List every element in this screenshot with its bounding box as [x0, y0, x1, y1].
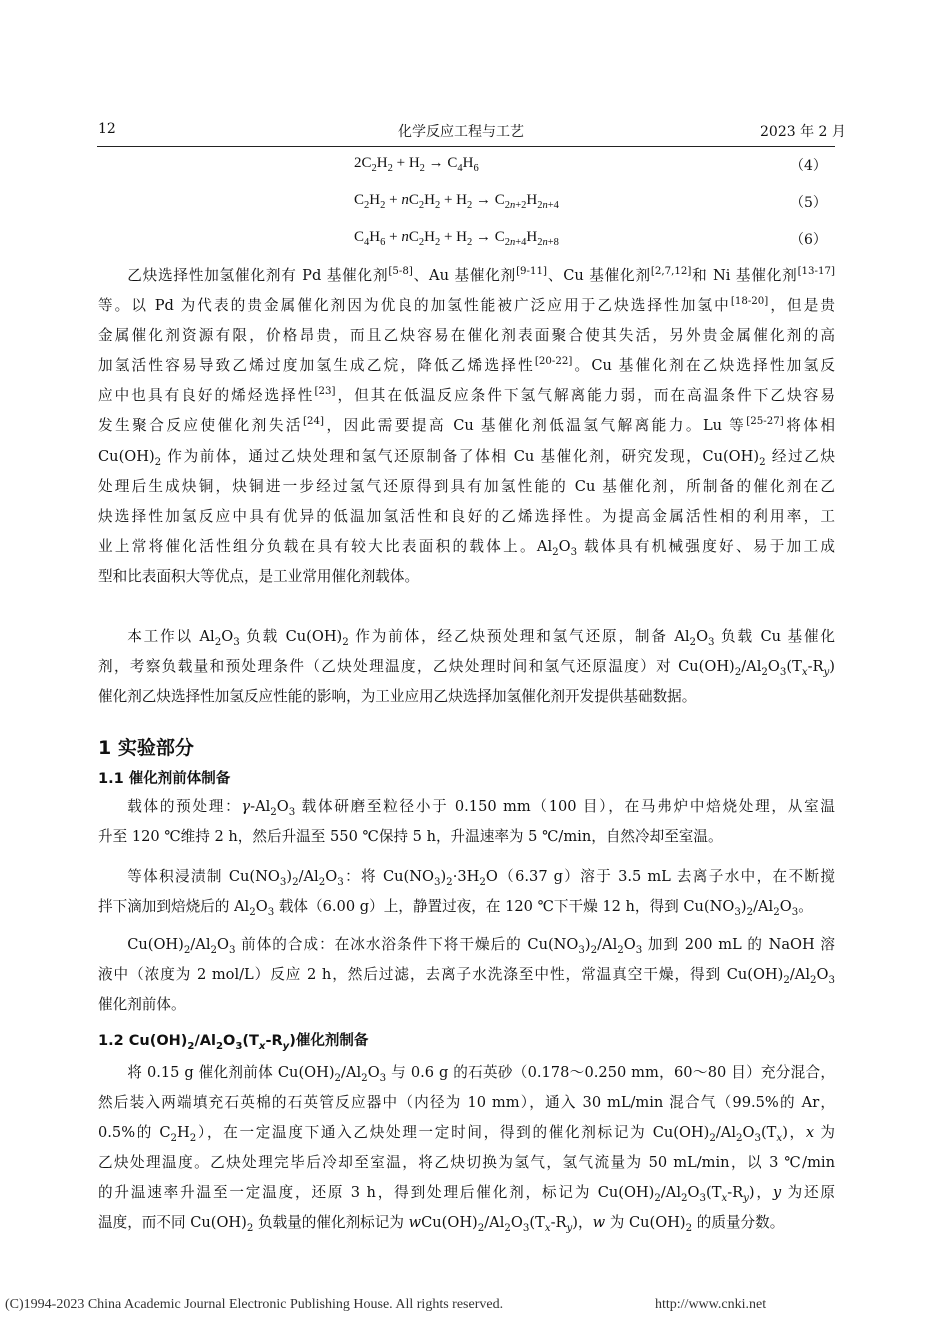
text-line: $Cu(OH)_2$ 作为前体，通过乙炔处理和氢气还原制备了体相 Cu 基催化剂，研究发现，$Cu(OH)_2$ 经过乙炔 — [98, 447, 835, 468]
journal-title: 化学反应工程与工艺 — [398, 124, 524, 140]
equation-number-6: （6） — [790, 232, 827, 248]
text-line: 加氢活性容易导致乙烯过度加氢生成乙烷，降低乙烯选择性[20-22]。Cu 基催化剂在乙炔选择性加氢反 — [98, 356, 835, 375]
text-line: 炔选择性加氢反应中具有优异的低温加氢活性和良好的乙烯选择性。为提高金属活性相的利用率，工 — [98, 507, 835, 525]
equation-number-4: （4） — [790, 158, 827, 174]
equation-number-5: （5） — [790, 195, 827, 211]
header-rule — [97, 146, 835, 147]
paragraph-work-scope — [98, 622, 835, 712]
text-line: 温度，而不同 $Cu(OH)_2$ 负载量的催化剂标记为 $wCu(OH)_2/Al_2O_3(T_x-R_y)$，w 为 $Cu(OH)_2$ 的质量分数。 — [98, 1214, 785, 1235]
text-line: 乙炔处理温度。乙炔处理完毕后冷却至室温，将乙炔切换为氢气，氢气流量为 50 mL/min，以 3 ℃/min — [98, 1154, 835, 1172]
text-line: 本工作以 $Al_2O_3$ 负载 $Cu(OH)_2$ 作为前体，经乙炔预处理和氢气还原，制备 $Al_2O_3$ 负载 Cu 基催化 — [127, 628, 835, 648]
subsection-heading-1-2: 1.2 $Cu(OH)_2/Al_2O_3(T_x-R_y)$催化剂制备 — [98, 1033, 369, 1052]
text-line: 将 0.15 g 催化剂前体 $Cu(OH)_2/Al_2O_3$ 与 0.6 g 的石英砂（0.178～0.250 mm，60～80 目）充分混合， — [127, 1064, 835, 1084]
text-line: 型和比表面积大等优点，是工业常用催化剂载体。 — [98, 567, 420, 585]
text-line: 载体的预处理：$\gamma-Al_2O_3$ 载体研磨至粒径小于 0.150 mm（100 目），在马弗炉中焙烧处理，从室温 — [127, 798, 835, 818]
text-line: 升至 120 ℃维持 2 h，然后升温至 550 ℃保持 5 h，升温速率为 5 ℃/min，自然冷却至室温。 — [98, 828, 723, 846]
subsection-heading-1-1: 1.1 催化剂前体制备 — [98, 771, 231, 787]
text-line: 的升温速率升温至一定温度，还原 3 h，得到处理后催化剂，标记为 $Cu(OH)_2/Al_2O_3(T_x-R_y)$，y 为还原 — [98, 1184, 836, 1205]
copyright-notice: (C)1994-2023 China Academic Journal Electronic Publishing House. All rights reserved. — [5, 1297, 504, 1312]
issue-date: 2023 年 2 月 — [760, 124, 846, 140]
text-line: 催化剂前体。 — [98, 996, 186, 1014]
text-line: 处理后生成炔铜，炔铜进一步经过氢气还原得到具有加氢性能的 Cu 基催化剂，所制备的催化剂在乙 — [98, 477, 835, 495]
paragraph-catalyst-preparation — [98, 1058, 835, 1239]
text-line: 0.5%的 $C_2H_2$），在一定温度下通入乙炔处理一定时间，得到的催化剂标记为 $Cu(OH)_2/Al_2O_3(T_x)$，x 为 — [98, 1124, 835, 1145]
equation-5: $C_2H_2 + nC_2H_2 + H_2 \to C_{2n+2}H_{2n+4}$ — [354, 192, 559, 211]
text-line: 金属催化剂资源有限，价格昂贵，而且乙炔容易在催化剂表面聚合使其失活，另外贵金属催化剂的高 — [98, 327, 835, 345]
text-line: 发生聚合反应使催化剂失活[24]，因此需要提高 Cu 基催化剂低温氢气解离能力。Lu 等[25-27]将体相 — [98, 416, 835, 435]
text-line: 液中（浓度为 2 mol/L）反应 2 h，然后过滤，去离子水洗涤至中性，常温真空干燥，得到 $Cu(OH)_2/Al_2O_3$ — [98, 966, 835, 986]
paragraph-precursor-synthesis — [98, 930, 835, 1020]
text-line: 等体积浸渍制 $Cu(NO_3)_2/Al_2O_3$：将 $Cu(NO_3)_2\cdot 3H_2O(6.37$ g）溶于 3.5 mL 去离子水中，在不断搅 — [127, 868, 835, 888]
text-line: $Cu(OH)_2/Al_2O_3$ 前体的合成：在冰水浴条件下将干燥后的 $Cu(NO_3)_2/Al_2O_3$ 加到 200 mL 的 NaOH 溶 — [127, 936, 835, 956]
text-line: 剂，考察负载量和预处理条件（乙炔处理温度，乙炔处理时间和氢气还原温度）对 $Cu(OH)_2/Al_2O_3(T_x-R_y)$ — [98, 658, 835, 678]
text-line: 业上常将催化活性组分负载在具有较大比表面积的载体上。$Al_2O_3$ 载体具有机械强度好、易于加工成 — [98, 537, 836, 558]
footer-link[interactable]: http://www.cnki.net — [655, 1297, 767, 1312]
text-line: 催化剂乙炔选择性加氢反应性能的影响，为工业应用乙炔选择加氢催化剂开发提供基础数据。 — [98, 688, 697, 706]
paragraph-impregnation — [98, 862, 835, 922]
text-line: 然后装入两端填充石英棉的石英管反应器中（内径为 10 mm），通入 30 mL/min 混合气（99.5%的 Ar， — [98, 1094, 835, 1112]
equation-6: $C_4H_6 + nC_2H_2 + H_2 \to C_{2n+4}H_{2n+8}$ — [354, 229, 559, 248]
paragraph-support-pretreatment — [98, 792, 835, 852]
equation-4: $2C_2H_2 + H_2 \to C_4H_6$ — [354, 155, 479, 174]
text-line: 等。以 Pd 为代表的贵金属催化剂因为优良的加氢性能被广泛应用于乙炔选择性加氢中[18-20]，但是贵 — [98, 296, 835, 315]
text-line: 乙炔选择性加氢催化剂有 Pd 基催化剂[5-8]、Au 基催化剂[9-11]、Cu 基催化剂[2,7,12]和 Ni 基催化剂[13-17] — [127, 266, 835, 284]
text-line: 应中也具有良好的烯烃选择性[23]，但其在低温反应条件下氢气解离能力弱，而在高温条件下乙炔容易 — [98, 386, 835, 405]
paragraph-catalysts-review — [98, 261, 835, 592]
text-line: 拌下滴加到焙烧后的 $Al_2O_3$ 载体（6.00 g）上，静置过夜，在 120 ℃下干燥 12 h，得到 $Cu(NO_3)_2/Al_2O_3$。 — [98, 898, 813, 918]
page-number: 12 — [98, 121, 116, 137]
section-heading-experimental: 1 实验部分 — [98, 737, 194, 759]
